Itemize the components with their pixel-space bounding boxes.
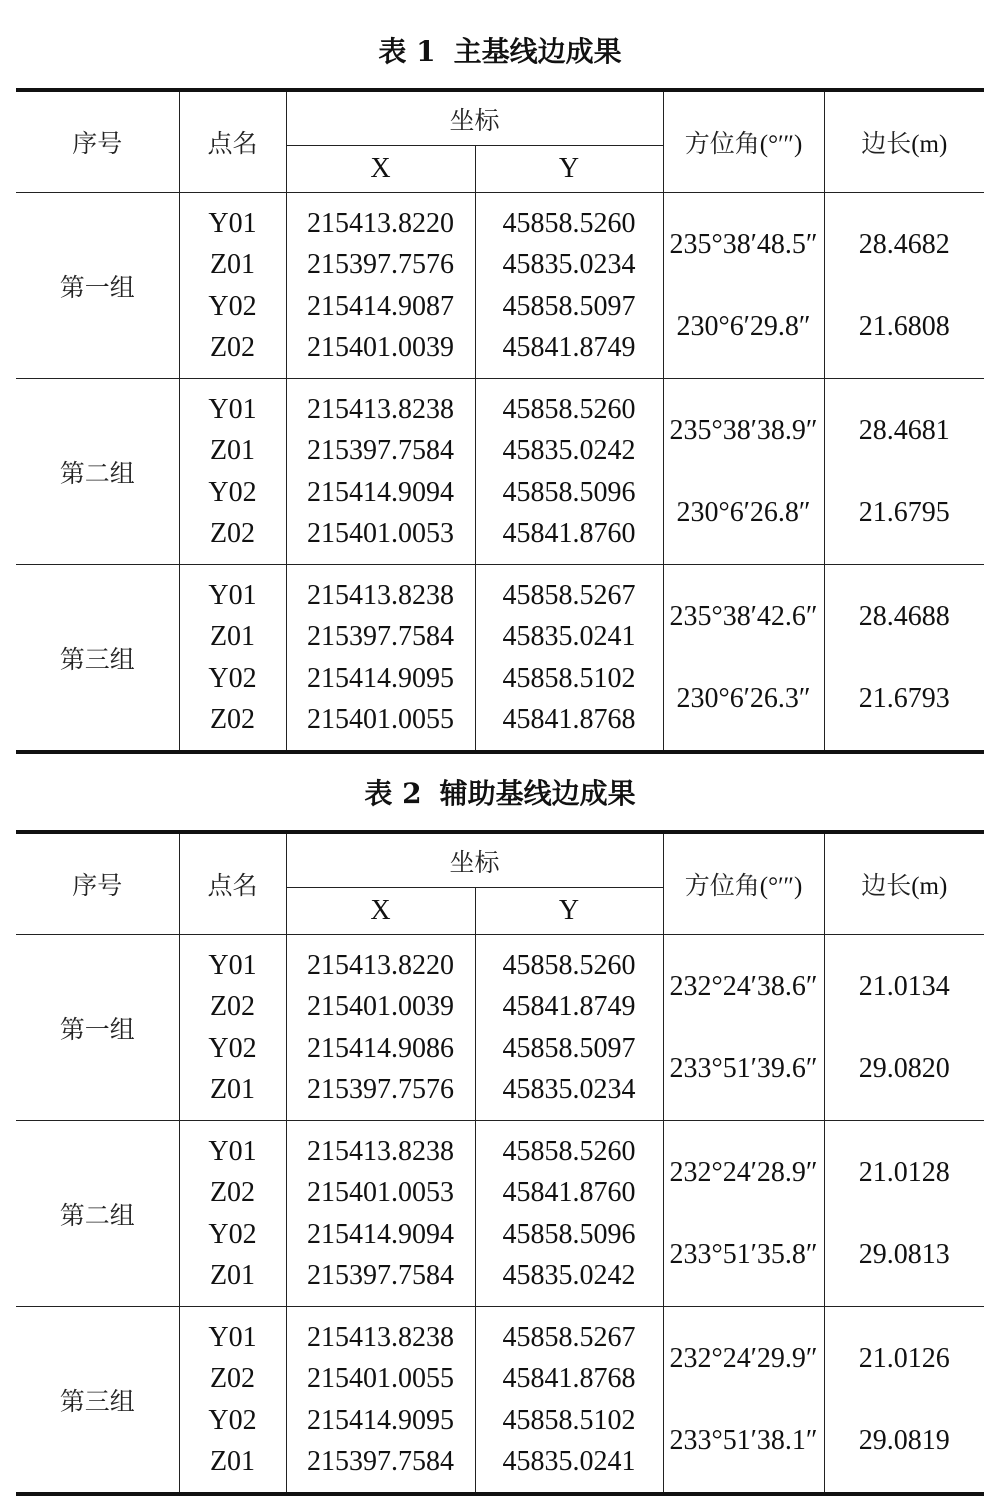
y-value: 45858.5096 (502, 476, 636, 508)
header-seq: 序号 (16, 90, 179, 193)
point-name: Y01 (208, 1135, 257, 1167)
y-value: 45835.0241 (502, 1445, 636, 1477)
x-values (286, 193, 475, 379)
azimuth-value: 232°24′28.9″ (669, 1156, 818, 1188)
x-value: 215414.9095 (307, 1404, 454, 1436)
length-value: 21.6795 (858, 497, 950, 529)
header-x: X (286, 888, 475, 935)
azimuth-value: 233°51′39.6″ (669, 1053, 818, 1085)
group-name: 第一组 (16, 935, 179, 1121)
azimuth-values (663, 1307, 824, 1495)
header-azimuth (663, 832, 824, 935)
length-value: 21.0134 (858, 970, 950, 1002)
table-2-caption (0, 774, 1000, 814)
y-value: 45841.8768 (502, 1363, 636, 1395)
y-value: 45858.5267 (502, 1321, 636, 1353)
point-name: Y02 (208, 1032, 257, 1064)
length-values (824, 379, 984, 565)
x-value: 215397.7584 (307, 1445, 454, 1477)
header-length-unit: (m) (911, 873, 948, 900)
header-azimuth-unit: (°′″) (759, 873, 803, 900)
header-row (16, 90, 984, 146)
y-value: 45858.5267 (502, 579, 636, 611)
x-value: 215413.8220 (307, 207, 454, 239)
group-name: 第三组 (16, 1307, 179, 1495)
point-name: Z01 (209, 621, 256, 653)
azimuth-value: 235°38′42.6″ (669, 600, 818, 632)
azimuth-value: 230°6′29.8″ (676, 311, 811, 343)
point-names (179, 193, 286, 379)
x-value: 215401.0053 (307, 1177, 454, 1209)
point-names (179, 935, 286, 1121)
azimuth-value: 232°24′29.9″ (669, 1342, 818, 1374)
point-name: Y01 (208, 207, 257, 239)
point-name: Y02 (208, 290, 257, 322)
point-name: Z01 (209, 1073, 256, 1105)
point-names (179, 379, 286, 565)
x-values (286, 1121, 475, 1307)
x-value: 215413.8238 (307, 579, 454, 611)
point-name: Z02 (209, 517, 256, 549)
point-name: Z01 (209, 1259, 256, 1291)
header-row (16, 832, 984, 888)
length-value: 21.6808 (858, 311, 950, 343)
table-2-title: 辅助基线边成果 (439, 777, 636, 810)
y-value: 45841.8749 (502, 991, 636, 1023)
header-azimuth-label: 方位角 (684, 871, 760, 900)
point-name: Z01 (209, 249, 256, 281)
point-name: Y01 (208, 1321, 257, 1353)
length-value: 21.0128 (858, 1156, 950, 1188)
header-x: X (286, 146, 475, 193)
header-coord: 坐标 (286, 90, 663, 146)
table-row (16, 379, 984, 565)
table-1-number: 表 1 (378, 35, 436, 68)
length-value: 29.0820 (858, 1053, 950, 1085)
header-length-unit: (m) (911, 131, 948, 158)
y-value: 45858.5097 (502, 1032, 636, 1064)
x-value: 215401.0055 (307, 1363, 454, 1395)
header-coord: 坐标 (286, 832, 663, 888)
y-values (475, 1307, 663, 1495)
point-name: Z01 (209, 435, 256, 467)
y-value: 45858.5260 (502, 1135, 636, 1167)
length-value: 28.4681 (858, 414, 950, 446)
azimuth-value: 230°6′26.3″ (676, 683, 811, 715)
x-values (286, 935, 475, 1121)
length-value: 21.6793 (858, 683, 950, 715)
y-values (475, 379, 663, 565)
header-y: Y (475, 146, 663, 193)
azimuth-values (663, 1121, 824, 1307)
main-baseline-table (16, 88, 984, 754)
y-value: 45835.0234 (502, 1073, 636, 1105)
header-length-label: 边长 (861, 871, 912, 900)
length-value: 21.0126 (858, 1342, 950, 1374)
table-row (16, 193, 984, 379)
y-value: 45835.0241 (502, 621, 636, 653)
azimuth-value: 233°51′35.8″ (669, 1239, 818, 1271)
y-values (475, 193, 663, 379)
length-values (824, 1307, 984, 1495)
auxiliary-baseline-table (16, 830, 984, 1496)
point-name: Z01 (209, 1445, 256, 1477)
point-name: Z02 (209, 1363, 256, 1395)
header-length (824, 832, 984, 935)
group-name: 第二组 (16, 379, 179, 565)
header-seq: 序号 (16, 832, 179, 935)
x-value: 215397.7584 (307, 621, 454, 653)
y-value: 45835.0234 (502, 249, 636, 281)
point-name: Y02 (208, 662, 257, 694)
point-names (179, 1307, 286, 1495)
length-value: 28.4688 (858, 600, 950, 632)
x-value: 215414.9087 (307, 290, 454, 322)
table-row (16, 565, 984, 753)
x-value: 215414.9086 (307, 1032, 454, 1064)
header-point: 点名 (179, 90, 286, 193)
azimuth-values (663, 193, 824, 379)
x-values (286, 379, 475, 565)
header-point: 点名 (179, 832, 286, 935)
y-value: 45858.5260 (502, 207, 636, 239)
table-1-caption (0, 32, 1000, 72)
x-value: 215401.0039 (307, 331, 454, 363)
x-value: 215397.7584 (307, 1259, 454, 1291)
azimuth-values (663, 379, 824, 565)
y-value: 45858.5260 (502, 393, 636, 425)
group-name: 第三组 (16, 565, 179, 753)
group-name: 第二组 (16, 1121, 179, 1307)
x-value: 215414.9095 (307, 662, 454, 694)
length-values (824, 935, 984, 1121)
y-value: 45841.8749 (502, 331, 636, 363)
x-value: 215414.9094 (307, 476, 454, 508)
x-value: 215397.7584 (307, 435, 454, 467)
group-name: 第一组 (16, 193, 179, 379)
x-values (286, 565, 475, 753)
y-value: 45858.5102 (502, 662, 636, 694)
x-value: 215414.9094 (307, 1218, 454, 1250)
x-value: 215397.7576 (307, 1073, 454, 1105)
x-value: 215401.0055 (307, 703, 454, 735)
x-value: 215401.0039 (307, 991, 454, 1023)
y-values (475, 1121, 663, 1307)
header-length (824, 90, 984, 193)
header-azimuth (663, 90, 824, 193)
azimuth-values (663, 565, 824, 753)
header-azimuth-unit: (°′″) (759, 131, 803, 158)
y-values (475, 935, 663, 1121)
header-azimuth-label: 方位角 (684, 129, 760, 158)
y-value: 45858.5260 (502, 949, 636, 981)
table-row (16, 1121, 984, 1307)
x-value: 215401.0053 (307, 517, 454, 549)
header-y: Y (475, 888, 663, 935)
y-value: 45835.0242 (502, 435, 636, 467)
length-value: 29.0813 (858, 1239, 950, 1271)
x-value: 215413.8238 (307, 1321, 454, 1353)
azimuth-value: 232°24′38.6″ (669, 970, 818, 1002)
length-values (824, 565, 984, 753)
x-value: 215413.8220 (307, 949, 454, 981)
y-value: 45841.8760 (502, 517, 636, 549)
y-value: 45858.5097 (502, 290, 636, 322)
length-values (824, 1121, 984, 1307)
y-value: 45858.5096 (502, 1218, 636, 1250)
point-names (179, 565, 286, 753)
point-name: Y01 (208, 949, 257, 981)
point-name: Z02 (209, 1177, 256, 1209)
point-name: Y02 (208, 1404, 257, 1436)
length-values (824, 193, 984, 379)
table-2-number: 表 2 (364, 777, 422, 810)
y-value: 45841.8768 (502, 703, 636, 735)
table-1-title: 主基线边成果 (453, 35, 622, 68)
y-value: 45858.5102 (502, 1404, 636, 1436)
azimuth-value: 235°38′38.9″ (669, 414, 818, 446)
table-row (16, 1307, 984, 1495)
azimuth-value: 235°38′48.5″ (669, 228, 818, 260)
x-values (286, 1307, 475, 1495)
y-values (475, 565, 663, 753)
azimuth-value: 230°6′26.8″ (676, 497, 811, 529)
header-length-label: 边长 (861, 129, 912, 158)
length-value: 28.4682 (858, 228, 950, 260)
point-name: Z02 (209, 331, 256, 363)
table-row (16, 935, 984, 1121)
point-name: Y02 (208, 476, 257, 508)
y-value: 45835.0242 (502, 1259, 636, 1291)
point-name: Y01 (208, 393, 257, 425)
x-value: 215397.7576 (307, 249, 454, 281)
point-name: Y01 (208, 579, 257, 611)
x-value: 215413.8238 (307, 393, 454, 425)
point-names (179, 1121, 286, 1307)
x-value: 215413.8238 (307, 1135, 454, 1167)
point-name: Z02 (209, 703, 256, 735)
point-name: Z02 (209, 991, 256, 1023)
y-value: 45841.8760 (502, 1177, 636, 1209)
azimuth-values (663, 935, 824, 1121)
point-name: Y02 (208, 1218, 257, 1250)
azimuth-value: 233°51′38.1″ (669, 1425, 818, 1457)
length-value: 29.0819 (858, 1425, 950, 1457)
